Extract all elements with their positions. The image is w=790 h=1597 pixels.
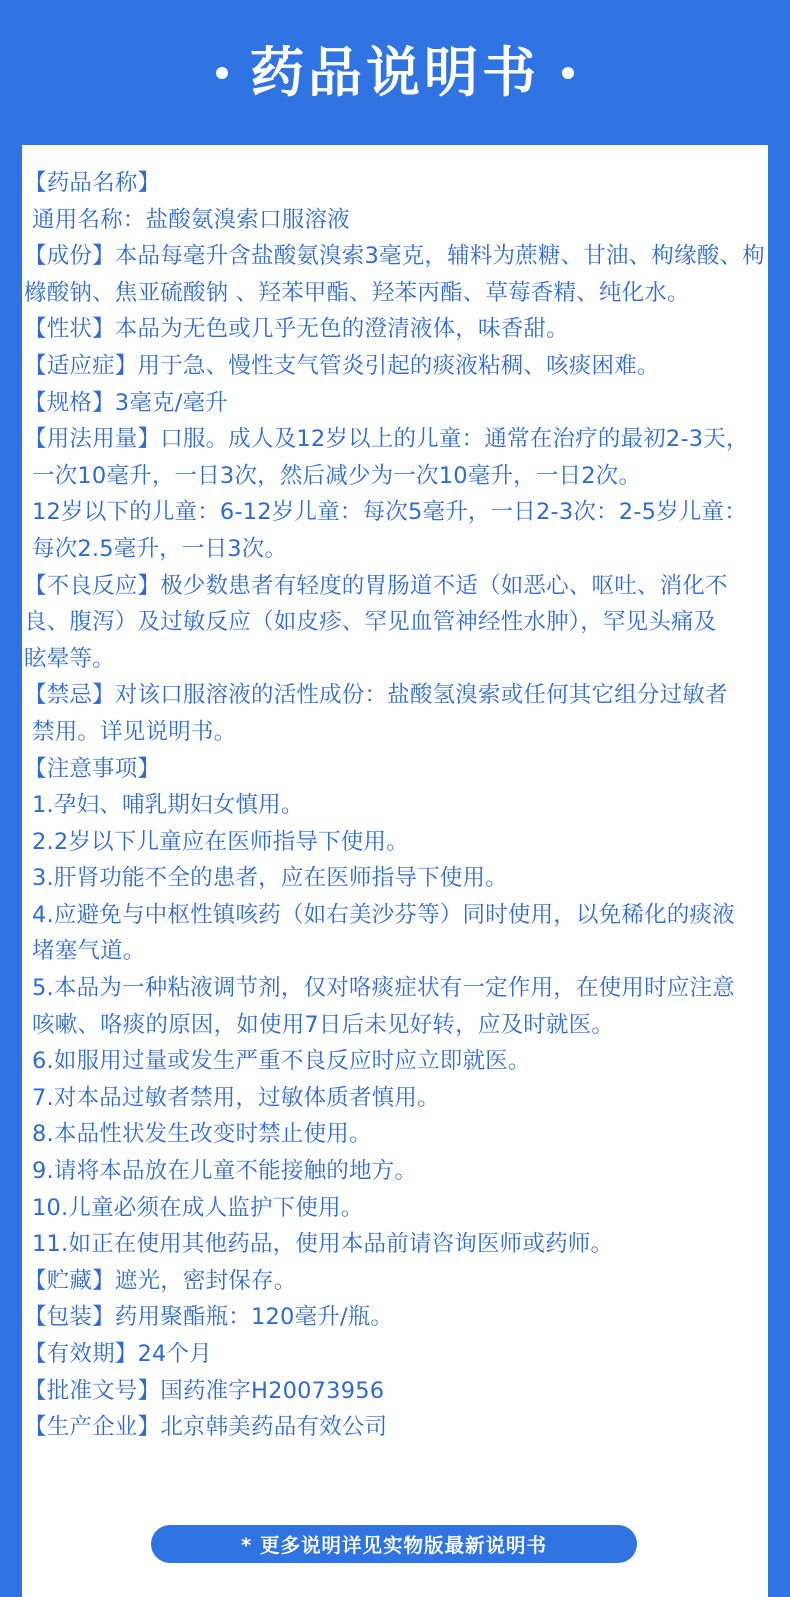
section-dosage: 【用法用量】口服。成人及12岁以上的儿童：通常在治疗的最初2-3天， xyxy=(24,426,749,453)
section-contraindications: 【禁忌】对该口服溶液的活性成份：盐酸氢溴索或任何其它组分过敏者 xyxy=(24,682,728,709)
section-appearance: 【性状】本品为无色或几乎无色的澄清液体，味香甜。 xyxy=(24,316,569,343)
text-line: 一次10毫升，一日3次，然后减少为一次10毫升，一日2次。 xyxy=(32,462,642,489)
section-heading-name: 【药品名称】 xyxy=(24,170,161,196)
section-packaging: 【包装】药用聚酯瓶：120毫升/瓶。 xyxy=(24,1304,394,1331)
footer-note-pill: * 更多说明详见实物版最新说明书 xyxy=(151,1525,637,1563)
bullet-dot-right xyxy=(562,67,574,79)
section-ingredients: 【成份】本品每毫升含盐酸氨溴索3毫克，辅料为蔗糖、甘油、枸缘酸、枸 xyxy=(24,243,765,270)
list-item: 11.如正在使用其他药品，使用本品前请咨询医师或药师。 xyxy=(32,1231,614,1258)
section-manufacturer: 【生产企业】北京韩美药品有效公司 xyxy=(24,1414,388,1441)
list-item: 8.本品性状发生改变时禁止使用。 xyxy=(32,1121,372,1148)
text-line: 每次2.5毫升，一日3次。 xyxy=(32,535,288,562)
bullet-dot-left xyxy=(216,67,228,79)
instructions-panel xyxy=(22,145,768,1597)
section-storage: 【贮藏】遮光，密封保存。 xyxy=(24,1267,297,1294)
list-item: 9.请将本品放在儿童不能接触的地方。 xyxy=(32,1158,418,1185)
list-item: 3.肝肾功能不全的患者，应在医师指导下使用。 xyxy=(32,865,508,892)
text-line: 良、腹泻）及过敏反应（如皮疹、罕见血管神经性水肿），罕见头痛及 xyxy=(24,609,717,636)
text-line: 禁用。详见说明书。 xyxy=(32,718,237,745)
section-indications: 【适应症】用于急、慢性支气管炎引起的痰液粘稠、咳痰困难。 xyxy=(24,352,660,379)
text-line: 眩晕等。 xyxy=(24,645,115,672)
list-item: 5.本品为一种粘液调节剂，仅对咯痰症状有一定作用，在使用时应注意 xyxy=(32,975,735,1002)
text-line: 咳嗽、咯痰的原因，如使用7日后未见好转，应及时就医。 xyxy=(32,1011,615,1038)
page-title: 药品说明书 xyxy=(250,40,540,104)
list-item: 2.2岁以下儿童应在医师指导下使用。 xyxy=(32,828,409,855)
section-precautions: 【注意事项】 xyxy=(24,755,161,782)
section-approval-number: 【批准文号】国药准字H20073956 xyxy=(24,1377,385,1404)
list-item: 6.如服用过量或发生严重不良反应时应立即就医。 xyxy=(32,1048,531,1075)
section-shelf-life: 【有效期】24个月 xyxy=(24,1341,212,1367)
section-adverse-reactions: 【不良反应】极少数患者有轻度的胃肠道不适（如恶心、呕吐、消化不 xyxy=(24,572,728,599)
text-line: 通用名称：盐酸氨溴索口服溶液 xyxy=(32,206,350,233)
list-item: 4.应避免与中枢性镇咳药（如右美沙芬等）同时使用，以免稀化的痰液 xyxy=(32,901,735,928)
instructions-text xyxy=(24,165,764,1446)
list-item: 1.孕妇、哺乳期妇女慎用。 xyxy=(32,792,304,819)
list-item: 7.对本品过敏者禁用，过敏体质者慎用。 xyxy=(32,1084,440,1111)
text-line: 堵塞气道。 xyxy=(32,938,146,965)
text-line: 橼酸钠、焦亚硫酸钠 、羟苯甲酯、羟苯丙酯、草莓香精、纯化水。 xyxy=(24,279,690,306)
list-item: 10.儿童必须在成人监护下使用。 xyxy=(32,1194,364,1221)
text-line: 12岁以下的儿童：6-12岁儿童：每次5毫升，一日2-3次：2-5岁儿童： xyxy=(32,499,747,526)
section-specification: 【规格】3毫克/毫升 xyxy=(24,389,228,416)
header-banner xyxy=(0,0,790,145)
